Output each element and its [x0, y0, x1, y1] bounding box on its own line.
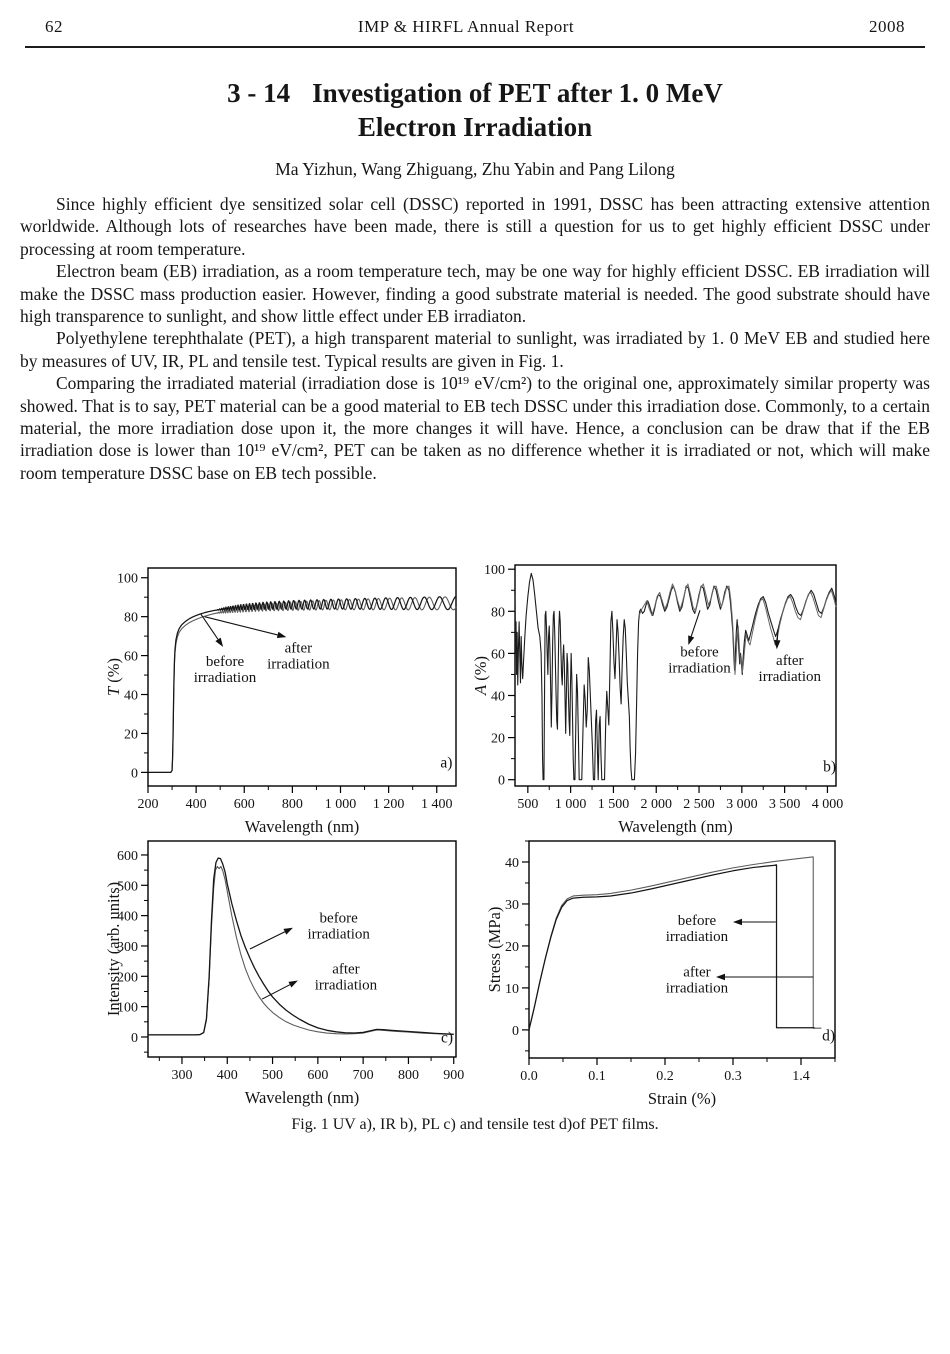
article-title-line2: Electron Irradiation	[357, 112, 593, 142]
paragraph-1: Since highly efficient dye sensitized solar cell (DSSC) reported in 1991, DSSC has been attracting extensive attention worldwide. Although lots of researches have been made, there is still a question for us to get highly efficient DSSC under processing at room temperature.	[20, 194, 930, 259]
svg-text:400: 400	[117, 909, 138, 925]
svg-text:irradiation: irradiation	[758, 669, 822, 686]
svg-text:0.3: 0.3	[724, 1069, 742, 1084]
svg-text:300: 300	[117, 939, 138, 955]
chart-b-ir-absorption	[472, 556, 848, 841]
svg-text:1.4: 1.4	[792, 1069, 810, 1084]
svg-text:800: 800	[397, 1068, 419, 1083]
chart-d-tensile-test	[486, 830, 848, 1117]
page-header	[25, 0, 925, 48]
svg-text:before: before	[319, 910, 358, 927]
svg-text:20: 20	[505, 939, 519, 955]
svg-text:1 000: 1 000	[554, 797, 587, 812]
svg-text:after: after	[332, 961, 360, 978]
svg-text:before: before	[205, 654, 245, 671]
svg-text:3 500: 3 500	[768, 797, 801, 812]
svg-text:A (%): A (%)	[472, 656, 490, 695]
svg-text:Intensity (arb. units): Intensity (arb. units)	[105, 881, 123, 1017]
svg-text:d): d)	[822, 1027, 836, 1045]
svg-text:Strain (%): Strain (%)	[647, 1089, 717, 1108]
svg-text:0.0: 0.0	[520, 1069, 538, 1084]
svg-text:10: 10	[505, 981, 519, 997]
svg-text:400: 400	[216, 1068, 238, 1083]
svg-text:200: 200	[117, 970, 138, 986]
svg-text:40: 40	[505, 855, 519, 871]
svg-text:2 000: 2 000	[640, 797, 672, 812]
page-number: 62	[45, 17, 63, 36]
svg-text:0: 0	[131, 1030, 138, 1046]
svg-text:1 500: 1 500	[597, 797, 630, 812]
svg-text:60: 60	[124, 649, 138, 665]
svg-text:800: 800	[281, 797, 303, 812]
svg-text:0: 0	[498, 773, 505, 789]
svg-text:irradiation: irradiation	[314, 977, 378, 994]
svg-text:irradiation: irradiation	[307, 926, 370, 943]
svg-text:0: 0	[131, 766, 138, 782]
svg-text:0.2: 0.2	[656, 1069, 674, 1084]
svg-text:20: 20	[124, 727, 138, 743]
svg-text:irradiation: irradiation	[267, 656, 330, 673]
svg-text:30: 30	[505, 897, 519, 913]
svg-text:b): b)	[823, 758, 837, 776]
svg-text:500: 500	[517, 797, 539, 812]
journal-title: IMP & HIRFL Annual Report	[357, 17, 575, 36]
svg-text:before: before	[677, 912, 717, 929]
article-title-text: Investigation of PET after 1. 0 MeV	[312, 78, 723, 108]
svg-text:40: 40	[491, 689, 505, 705]
svg-text:4 000: 4 000	[811, 797, 844, 812]
paragraph-4: Comparing the irradiated material (irradiation dose is 10¹⁹ eV/cm²) to the original one, approximately similar property was showed. That is to say, PET material can be a good material to EB tech DSSC under this irradiation dose. Commonly, to a certain material, the more irradiation dose upon it, the more changes it will have. Hence, a conclusion can be draw that if the EB irradiation dose is lower than 10¹⁹ eV/cm², PET can be taken as no difference whether it is irradiated or not, which will make room temperature DSSC base on EB tech possible.	[20, 373, 930, 483]
svg-text:Wavelength (nm): Wavelength (nm)	[244, 1088, 360, 1107]
svg-text:600: 600	[233, 797, 255, 812]
paragraph-3: Polyethylene terephthalate (PET), a high transparent material to sunlight, was irradiated by 1. 0 MeV EB and studied here by measures of UV, IR, PL and tensile test. Typical results are given in Fig. 1.	[20, 328, 930, 371]
svg-text:Wavelength (nm): Wavelength (nm)	[618, 817, 733, 836]
svg-text:irradiation: irradiation	[665, 928, 729, 945]
svg-text:700: 700	[352, 1068, 374, 1083]
svg-text:100: 100	[484, 563, 505, 579]
year: 2008	[869, 17, 905, 36]
svg-text:Wavelength (nm): Wavelength (nm)	[244, 817, 360, 836]
svg-text:a): a)	[440, 754, 453, 772]
svg-text:T (%): T (%)	[105, 657, 123, 697]
svg-text:20: 20	[491, 731, 505, 747]
svg-text:after: after	[284, 640, 313, 657]
article-body	[20, 193, 930, 484]
svg-text:60: 60	[491, 647, 505, 663]
svg-text:irradiation: irradiation	[665, 980, 729, 997]
svg-text:before: before	[680, 644, 719, 661]
chart-a-uv-transmission	[105, 556, 473, 841]
svg-text:80: 80	[124, 610, 138, 626]
svg-text:2 500: 2 500	[683, 797, 715, 812]
svg-text:irradiation: irradiation	[668, 660, 731, 677]
svg-text:1 400: 1 400	[421, 797, 453, 812]
svg-text:100: 100	[117, 571, 138, 587]
svg-text:3 000: 3 000	[726, 797, 758, 812]
article-title-line1	[0, 76, 950, 110]
svg-text:40: 40	[124, 688, 138, 704]
svg-text:c): c)	[441, 1029, 454, 1047]
svg-text:300: 300	[171, 1068, 193, 1083]
svg-text:100: 100	[117, 1000, 138, 1016]
svg-text:900: 900	[443, 1068, 465, 1083]
svg-text:600: 600	[307, 1068, 329, 1083]
svg-text:1 200: 1 200	[372, 797, 405, 812]
svg-text:1 000: 1 000	[324, 797, 357, 812]
svg-text:0.1: 0.1	[588, 1069, 606, 1084]
svg-text:500: 500	[262, 1068, 284, 1083]
svg-text:0: 0	[512, 1023, 519, 1039]
svg-text:600: 600	[117, 848, 138, 864]
chart-c-pl-intensity	[105, 830, 473, 1117]
svg-text:after: after	[776, 653, 804, 670]
svg-text:200: 200	[137, 797, 159, 812]
article-number: 3 - 14	[227, 78, 291, 108]
svg-text:Stress (MPa): Stress (MPa)	[486, 906, 504, 993]
figure-caption: Fig. 1 UV a), IR b), PL c) and tensile test d)of PET films.	[291, 1116, 659, 1133]
svg-text:after: after	[683, 964, 711, 981]
svg-text:80: 80	[491, 605, 505, 621]
svg-text:irradiation: irradiation	[193, 670, 257, 687]
author-list: Ma Yizhun, Wang Zhiguang, Zhu Yabin and Pang Lilong	[275, 159, 675, 179]
svg-text:400: 400	[185, 797, 207, 812]
svg-text:500: 500	[117, 879, 138, 895]
paragraph-2: Electron beam (EB) irradiation, as a room temperature tech, may be one way for highly efficient DSSC. EB irradiation will make the DSSC mass production easier. However, finding a good substrate material is needed. The good substrate should have high transparence to sunlight, and show little effect under EB irradiaton.	[20, 261, 930, 327]
